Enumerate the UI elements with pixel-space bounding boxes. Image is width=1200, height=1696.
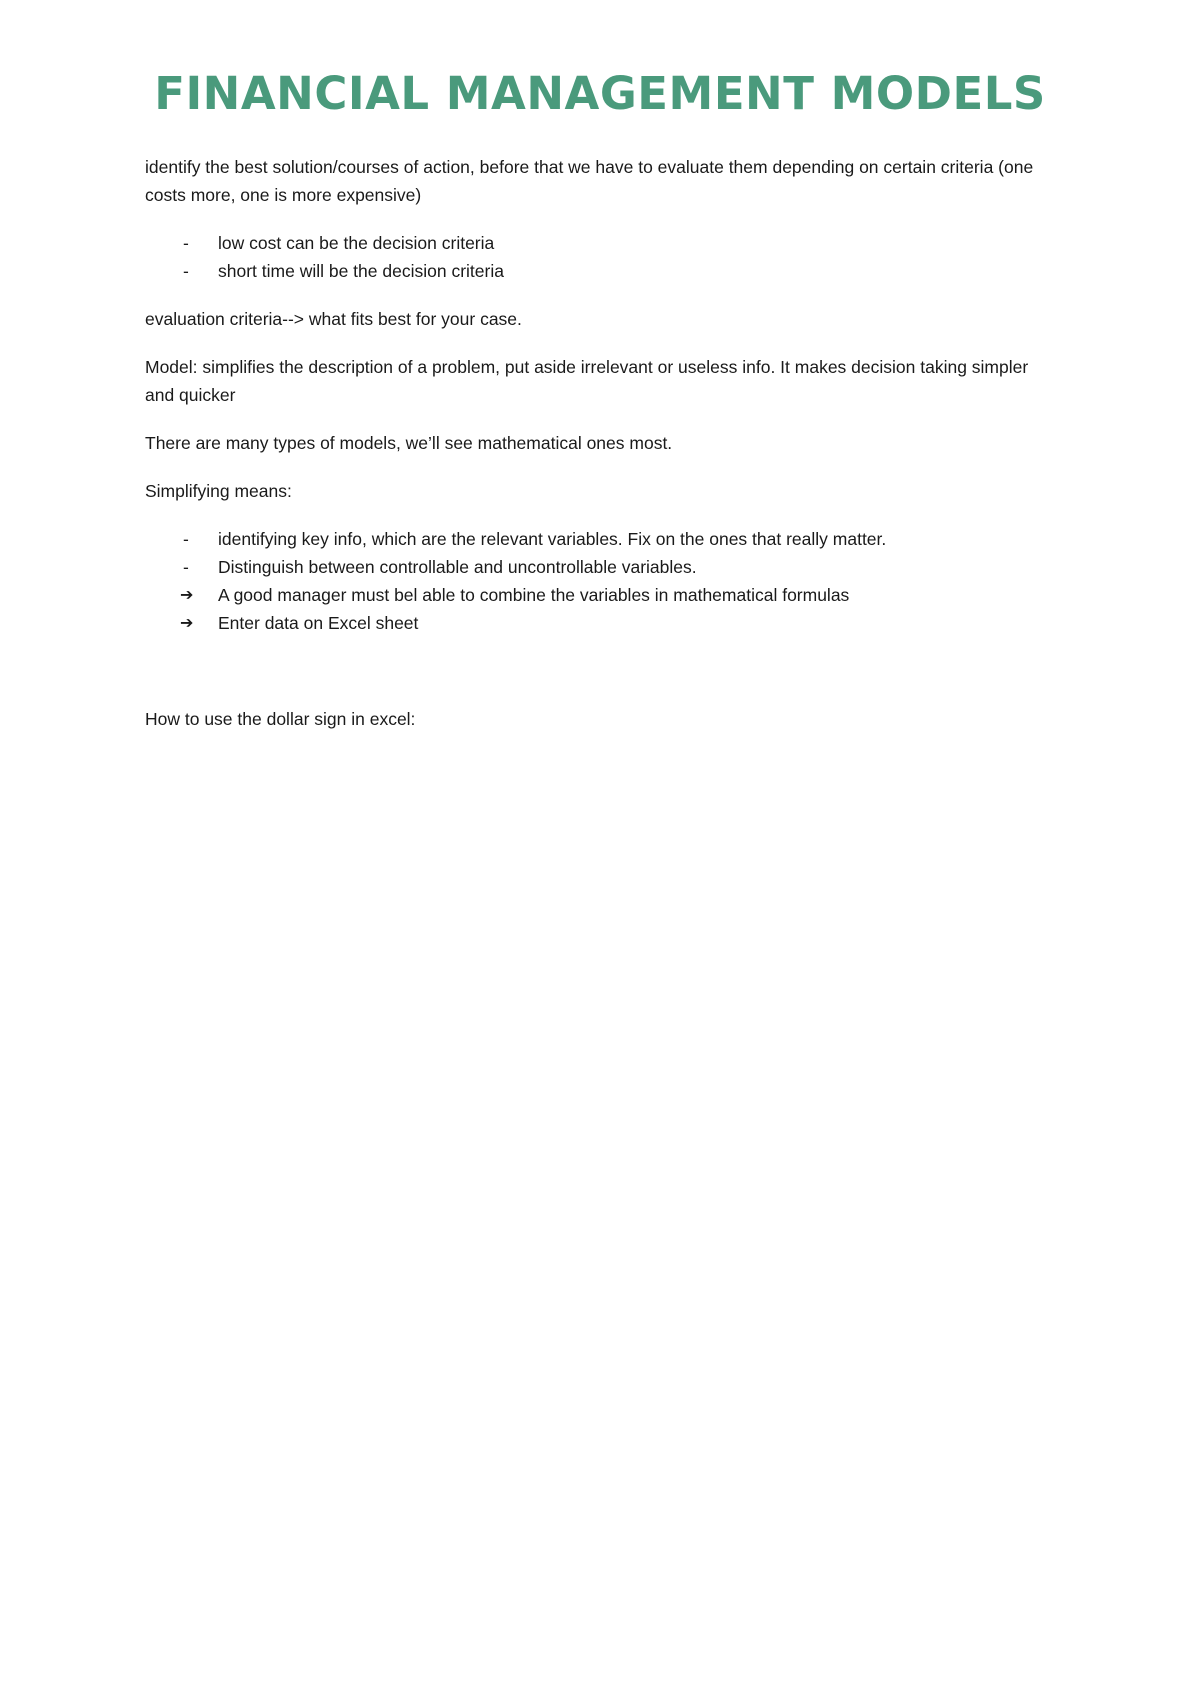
arrow-right-icon: ➔	[180, 613, 194, 632]
dash-bullet-icon: -	[183, 261, 189, 281]
list-item-text: Enter data on Excel sheet	[218, 613, 419, 633]
list-item	[145, 229, 1045, 257]
document-body	[145, 153, 1045, 753]
dollar-sign-paragraph: How to use the dollar sign in excel:	[145, 709, 416, 729]
dash-bullet-icon: -	[183, 233, 189, 253]
list-item	[145, 609, 1045, 637]
criteria-list	[145, 229, 1045, 285]
evaluation-paragraph: evaluation criteria--> what fits best for your case.	[145, 309, 522, 329]
list-item-text: Distinguish between controllable and uncontrollable variables.	[218, 557, 697, 577]
document-title: FINANCIAL MANAGEMENT MODELS	[154, 67, 1046, 120]
list-item	[145, 581, 1045, 609]
list-item	[145, 553, 1045, 581]
list-item	[145, 525, 1045, 553]
blank-space	[145, 657, 1045, 705]
dash-bullet-icon: -	[183, 529, 189, 549]
list-item-text: low cost can be the decision criteria	[218, 233, 495, 253]
list-item-text: short time will be the decision criteria	[218, 261, 504, 281]
list-item-text: A good manager must bel able to combine the variables in mathematical formulas	[218, 585, 850, 605]
simplifying-list	[145, 525, 1045, 637]
list-item	[145, 257, 1045, 285]
types-paragraph: There are many types of models, we’ll see mathematical ones most.	[145, 433, 673, 453]
simplifying-heading: Simplifying means:	[145, 481, 292, 501]
intro-paragraph: identify the best solution/courses of action, before that we have to evaluate them depending on certain criteria (one costs more, one is more expensive)	[145, 157, 1034, 205]
arrow-right-icon: ➔	[180, 585, 194, 604]
dash-bullet-icon: -	[183, 557, 189, 577]
model-paragraph: Model: simplifies the description of a problem, put aside irrelevant or useless info. It makes decision taking simpler and quicker	[145, 357, 1029, 405]
list-item-text: identifying key info, which are the relevant variables. Fix on the ones that really matter.	[218, 529, 887, 549]
